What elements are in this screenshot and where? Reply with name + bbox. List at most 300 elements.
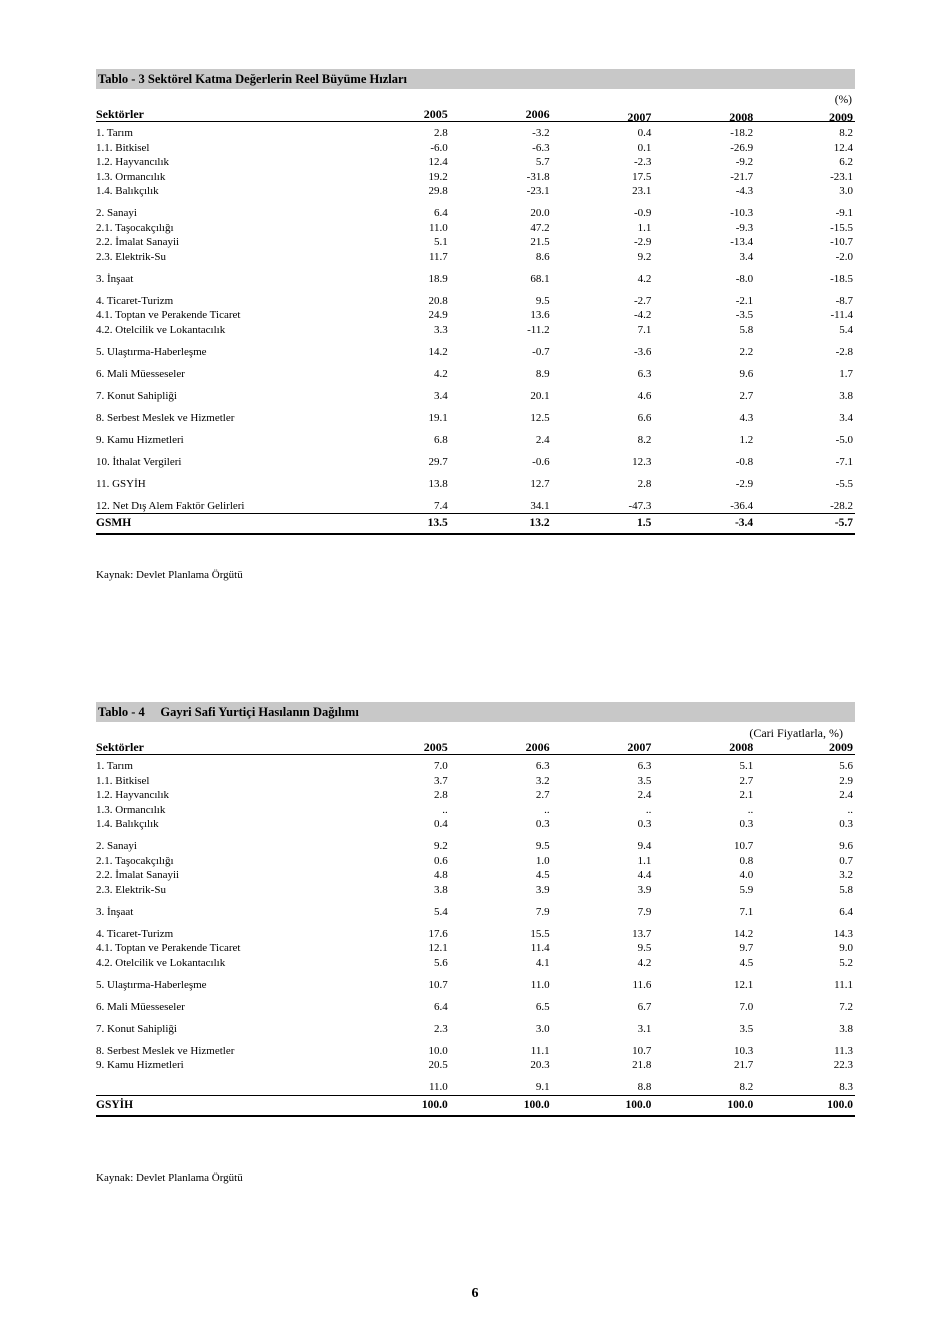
row-label: 5. Ulaştırma-Haberleşme xyxy=(96,978,207,991)
row-label: 1. Tarım xyxy=(96,760,133,772)
row-cell: 3.8 xyxy=(839,389,853,402)
row-label: 11. GSYİH xyxy=(96,477,146,490)
table-row xyxy=(96,499,855,514)
row-cell: 11.6 xyxy=(632,978,652,991)
table-row xyxy=(96,184,855,199)
row-label: 9. Kamu Hizmetleri xyxy=(96,1059,184,1071)
table-3 xyxy=(96,69,855,535)
table-row xyxy=(96,774,855,789)
row-cell: 2.9 xyxy=(839,774,853,787)
row-cell: 0.3 xyxy=(839,818,853,830)
row-cell: 5.8 xyxy=(739,323,754,336)
row-cell: 9.7 xyxy=(739,942,754,954)
row-cell: 3.0 xyxy=(535,1022,550,1035)
table-row xyxy=(96,141,855,156)
row-cell: 3.5 xyxy=(637,774,652,787)
row-cell: 0.4 xyxy=(434,818,448,830)
table-row xyxy=(96,788,855,803)
row-cell: 21.7 xyxy=(733,1059,754,1071)
row-cell: 5.4 xyxy=(839,323,853,336)
row-cell: 17.6 xyxy=(428,927,448,940)
row-cell: -15.5 xyxy=(830,221,853,234)
row-cell: -18.5 xyxy=(830,272,853,285)
row-cell: 8.8 xyxy=(637,1081,652,1093)
row-cell: 24.9 xyxy=(428,309,448,321)
row-cell: 3.4 xyxy=(739,250,754,263)
table-3-header-2006: 2006 xyxy=(525,107,550,121)
page-number: 6 xyxy=(471,1286,479,1301)
row-cell: 3.2 xyxy=(535,774,550,787)
row-cell: 18.9 xyxy=(428,272,448,285)
row-cell: 4.2 xyxy=(637,956,652,969)
row-cell: 0.3 xyxy=(637,818,652,830)
row-cell: 2.4 xyxy=(839,789,853,801)
row-cell: -8.7 xyxy=(835,294,853,307)
row-cell: 7.1 xyxy=(637,323,652,336)
row-cell: -3.6 xyxy=(633,345,652,358)
table-4-total-row xyxy=(96,1096,855,1117)
table-row xyxy=(96,477,855,492)
row-cell: 3.3 xyxy=(434,323,448,336)
row-cell: 6.4 xyxy=(839,905,853,918)
table-4-header-2009: 2009 xyxy=(828,740,853,754)
table-row xyxy=(96,1000,855,1015)
row-cell: 7.1 xyxy=(739,905,754,918)
table-row xyxy=(96,367,855,382)
row-label: 9. Kamu Hizmetleri xyxy=(96,433,184,446)
row-cell: 0.1 xyxy=(637,141,652,154)
row-label: 2.1. Taşocakçılığı xyxy=(96,221,174,234)
row-cell: .. xyxy=(645,803,652,816)
row-cell: -4.3 xyxy=(735,185,754,197)
row-cell: 11.0 xyxy=(428,221,448,234)
row-cell: -21.7 xyxy=(730,170,754,183)
row-cell: 4.6 xyxy=(637,389,652,402)
table-3-total-cell: 1.5 xyxy=(637,517,652,529)
row-label: 4. Ticaret-Turizm xyxy=(96,927,174,940)
row-cell: 0.6 xyxy=(434,854,448,867)
table-3-total-cell: 13.2 xyxy=(529,517,550,529)
table-row xyxy=(96,941,855,956)
row-cell: 7.0 xyxy=(739,1000,754,1013)
row-cell: -2.9 xyxy=(633,236,652,248)
row-label: 2.3. Elektrik-Su xyxy=(96,250,166,263)
row-cell: 3.7 xyxy=(434,774,448,787)
row-cell: 13.8 xyxy=(428,477,448,490)
table-row xyxy=(96,1044,855,1059)
table-row xyxy=(96,905,855,920)
row-cell: 3.1 xyxy=(637,1022,652,1035)
table-row xyxy=(96,1080,855,1095)
row-cell: 20.1 xyxy=(530,389,550,402)
row-cell: 9.1 xyxy=(535,1081,550,1093)
row-cell: 9.6 xyxy=(839,840,853,852)
row-cell: 11.1 xyxy=(530,1044,550,1057)
row-label: 10. İthalat Vergileri xyxy=(96,455,182,468)
table-4-total-label: GSYİH xyxy=(96,1098,134,1111)
row-cell: 3.5 xyxy=(739,1022,754,1035)
table-3-header-2007: 2007 xyxy=(627,110,652,124)
table-row xyxy=(96,1058,855,1073)
row-cell: 29.8 xyxy=(428,185,448,197)
row-cell: 2.7 xyxy=(739,774,754,787)
row-label: 1.1. Bitkisel xyxy=(96,141,150,154)
row-cell: 12.1 xyxy=(428,942,448,954)
row-cell: 12.1 xyxy=(733,978,754,991)
table-4-title: Tablo - 4 Gayri Safi Yurtiçi Hasılanın Dağılımı xyxy=(96,702,855,722)
row-label: 4. Ticaret-Turizm xyxy=(96,294,174,307)
row-cell: 3.9 xyxy=(637,883,652,896)
row-cell: 5.1 xyxy=(739,760,754,772)
row-cell: .. xyxy=(544,803,550,816)
row-cell: 5.1 xyxy=(434,236,448,248)
row-cell: -5.5 xyxy=(835,477,853,490)
table-3-source: Kaynak: Devlet Planlama Örgütü xyxy=(96,569,243,581)
row-label: 2.2. İmalat Sanayii xyxy=(96,869,180,881)
row-cell: 13.7 xyxy=(632,927,652,940)
row-cell: 11.4 xyxy=(530,942,550,954)
row-cell: 4.1 xyxy=(535,956,550,969)
row-cell: 1.1 xyxy=(637,221,652,234)
table-3-header-2009: 2009 xyxy=(828,110,853,124)
row-cell: 5.2 xyxy=(839,956,853,969)
row-cell: -23.1 xyxy=(830,170,853,183)
row-cell: 4.5 xyxy=(535,869,550,881)
row-cell: 12.4 xyxy=(428,156,448,168)
table-row xyxy=(96,455,855,470)
row-label: 4.2. Otelcilik ve Lokantacılık xyxy=(96,323,226,336)
row-cell: 9.5 xyxy=(637,942,652,954)
row-cell: 3.4 xyxy=(839,411,853,424)
row-cell: 68.1 xyxy=(530,272,550,285)
row-cell: 2.7 xyxy=(535,789,550,801)
row-label: 4.2. Otelcilik ve Lokantacılık xyxy=(96,956,226,969)
row-cell: -2.0 xyxy=(835,250,853,263)
table-row xyxy=(96,956,855,971)
row-label: 2.2. İmalat Sanayii xyxy=(96,236,180,248)
row-cell: 22.3 xyxy=(833,1059,853,1071)
row-cell: 8.2 xyxy=(839,127,853,139)
row-label: 2. Sanayi xyxy=(96,207,137,219)
row-cell: 8.2 xyxy=(637,433,652,446)
row-cell: 0.3 xyxy=(535,818,550,830)
table-row xyxy=(96,345,855,360)
table-row xyxy=(96,206,855,221)
row-cell: -9.1 xyxy=(835,207,853,219)
row-cell: 14.2 xyxy=(733,927,754,940)
row-cell: -2.1 xyxy=(735,294,754,307)
table-4-body xyxy=(96,759,855,1096)
row-cell: 0.7 xyxy=(839,854,853,867)
table-4-source: Kaynak: Devlet Planlama Örgütü xyxy=(96,1172,243,1184)
table-row xyxy=(96,170,855,185)
row-cell: 7.4 xyxy=(434,499,448,512)
row-cell: -23.1 xyxy=(526,185,550,197)
table-4-header-2008: 2008 xyxy=(729,740,754,754)
row-cell: 5.7 xyxy=(535,156,550,168)
row-label: 3. İnşaat xyxy=(96,272,134,285)
table-4-header-2005: 2005 xyxy=(423,740,448,754)
row-cell: 11.0 xyxy=(530,978,550,991)
row-cell: 7.0 xyxy=(434,760,448,772)
row-cell: 6.4 xyxy=(434,207,448,219)
row-cell: -2.9 xyxy=(735,477,754,490)
row-cell: 6.7 xyxy=(637,1000,652,1013)
row-cell: -11.2 xyxy=(527,323,550,336)
row-cell: 4.8 xyxy=(434,869,448,881)
row-cell: 9.4 xyxy=(637,840,652,852)
table-4-header-2007: 2007 xyxy=(627,740,652,754)
row-cell: -0.6 xyxy=(532,455,550,468)
row-cell: 4.4 xyxy=(637,869,652,881)
row-cell: -36.4 xyxy=(730,499,754,512)
row-cell: -2.3 xyxy=(633,156,652,168)
row-cell: -0.9 xyxy=(633,207,652,219)
row-cell: 1.7 xyxy=(839,367,853,380)
table-3-total-row xyxy=(96,514,855,535)
row-label: 3. İnşaat xyxy=(96,905,134,918)
row-label: 6. Mali Müesseseler xyxy=(96,367,185,380)
row-cell: 12.5 xyxy=(530,411,550,424)
row-cell: -9.2 xyxy=(735,156,754,168)
row-cell: -3.5 xyxy=(735,309,754,321)
row-cell: 19.2 xyxy=(428,170,448,183)
table-row xyxy=(96,839,855,854)
row-cell: 8.3 xyxy=(839,1081,853,1093)
row-cell: 2.2 xyxy=(739,345,754,358)
row-cell: 3.8 xyxy=(839,1022,853,1035)
row-label: 8. Serbest Meslek ve Hizmetler xyxy=(96,1044,235,1057)
row-cell: .. xyxy=(847,803,853,816)
row-label: 2.3. Elektrik-Su xyxy=(96,883,166,896)
table-4-total-cell: 100.0 xyxy=(421,1098,448,1111)
row-cell: 2.1 xyxy=(739,789,754,801)
row-cell: 20.8 xyxy=(428,294,448,307)
row-cell: 9.0 xyxy=(839,942,853,954)
row-cell: 11.7 xyxy=(428,250,448,263)
row-cell: 6.3 xyxy=(637,367,652,380)
row-cell: 7.9 xyxy=(535,905,550,918)
row-cell: 11.1 xyxy=(834,978,853,991)
row-cell: 10.3 xyxy=(733,1044,754,1057)
row-cell: 3.0 xyxy=(839,185,853,197)
row-cell: 4.2 xyxy=(637,272,652,285)
table-row xyxy=(96,294,855,309)
row-cell: 3.8 xyxy=(434,883,448,896)
row-label xyxy=(96,1080,346,1095)
row-label: 8. Serbest Meslek ve Hizmetler xyxy=(96,411,235,424)
row-cell: 2.7 xyxy=(739,389,754,402)
row-cell: .. xyxy=(442,803,448,816)
table-4 xyxy=(96,702,855,1117)
table-3-header-2008: 2008 xyxy=(729,110,754,124)
row-cell: 6.8 xyxy=(434,433,448,446)
row-cell: 5.9 xyxy=(739,883,754,896)
row-cell: -3.2 xyxy=(532,127,550,139)
row-cell: 5.6 xyxy=(434,956,448,969)
row-cell: 21.5 xyxy=(530,236,550,248)
row-cell: 13.6 xyxy=(530,309,550,321)
table-row xyxy=(96,272,855,287)
table-row xyxy=(96,854,855,869)
row-cell: 5.8 xyxy=(839,883,853,896)
row-cell: 3.4 xyxy=(434,389,448,402)
table-row xyxy=(96,883,855,898)
row-label: 1.1. Bitkisel xyxy=(96,774,150,787)
row-cell: 9.5 xyxy=(535,840,550,852)
row-cell: 1.1 xyxy=(637,854,652,867)
row-label: 2.1. Taşocakçılığı xyxy=(96,854,174,867)
table-3-header-label: Sektörler xyxy=(96,107,144,121)
row-cell: 19.1 xyxy=(428,411,448,424)
row-cell: -4.2 xyxy=(633,309,652,321)
row-cell: -47.3 xyxy=(628,499,652,512)
row-cell: -6.3 xyxy=(532,141,550,154)
table-row xyxy=(96,817,855,832)
row-cell: 11.0 xyxy=(428,1081,448,1093)
row-cell: 6.6 xyxy=(637,411,652,424)
row-cell: -18.2 xyxy=(730,127,754,139)
row-cell: 9.5 xyxy=(535,294,550,307)
row-cell: 10.0 xyxy=(428,1044,448,1057)
row-cell: 14.2 xyxy=(428,345,448,358)
row-label: 1.2. Hayvancılık xyxy=(96,156,170,168)
row-label: 4.1. Toptan ve Perakende Ticaret xyxy=(96,309,241,321)
row-cell: -2.8 xyxy=(835,345,853,358)
row-cell: 34.1 xyxy=(530,499,550,512)
row-cell: 2.3 xyxy=(434,1022,448,1035)
row-cell: 7.2 xyxy=(839,1000,853,1013)
row-cell: 6.4 xyxy=(434,1000,448,1013)
row-cell: 10.7 xyxy=(428,978,448,991)
row-cell: 21.8 xyxy=(632,1059,652,1071)
table-row xyxy=(96,126,855,141)
row-cell: 15.5 xyxy=(530,927,550,940)
row-label: 1.4. Balıkçılık xyxy=(96,185,159,197)
row-cell: 12.7 xyxy=(530,477,550,490)
row-cell: 20.3 xyxy=(530,1059,550,1071)
row-cell: 14.3 xyxy=(833,927,853,940)
table-4-total-cell: 100.0 xyxy=(727,1098,754,1111)
row-label: 2. Sanayi xyxy=(96,840,137,852)
table-3-title: Tablo - 3 Sektörel Katma Değerlerin Reel Büyüme Hızları xyxy=(96,69,855,89)
row-cell: 4.0 xyxy=(739,869,754,881)
row-cell: 6.3 xyxy=(637,760,652,772)
row-cell: 6.2 xyxy=(839,156,853,168)
row-cell: 8.6 xyxy=(535,250,550,263)
row-cell: -11.4 xyxy=(830,309,853,321)
table-row xyxy=(96,155,855,170)
row-cell: -0.8 xyxy=(735,455,754,468)
table-3-total-cell: -3.4 xyxy=(734,517,754,529)
table-3-total-label: GSMH xyxy=(96,517,132,529)
row-label: 7. Konut Sahipliği xyxy=(96,389,177,402)
row-cell: -5.0 xyxy=(835,433,853,446)
row-cell: 0.8 xyxy=(739,854,754,867)
row-cell: 12.4 xyxy=(833,141,853,154)
row-cell: 4.5 xyxy=(739,956,754,969)
row-cell: -10.3 xyxy=(730,207,754,219)
table-row xyxy=(96,927,855,942)
row-cell: -28.2 xyxy=(830,499,853,512)
table-row xyxy=(96,978,855,993)
row-cell: 20.0 xyxy=(530,207,550,219)
row-label: 1.3. Ormancılık xyxy=(96,170,166,183)
row-cell: 29.7 xyxy=(428,455,448,468)
row-cell: 6.5 xyxy=(535,1000,550,1013)
table-row xyxy=(96,803,855,818)
row-cell: -31.8 xyxy=(526,170,550,183)
table-row xyxy=(96,1022,855,1037)
row-cell: 3.2 xyxy=(839,869,853,881)
row-cell: 2.8 xyxy=(434,127,448,139)
row-cell: 1.2 xyxy=(739,433,754,446)
row-cell: 4.2 xyxy=(434,367,448,380)
table-4-header-label: Sektörler xyxy=(96,740,144,754)
row-cell: -13.4 xyxy=(730,236,754,248)
row-cell: 6.3 xyxy=(535,760,550,772)
table-row xyxy=(96,323,855,338)
row-label: 6. Mali Müesseseler xyxy=(96,1000,185,1013)
row-cell: 7.9 xyxy=(637,905,652,918)
table-4-total-cell: 100.0 xyxy=(625,1098,652,1111)
row-cell: 5.4 xyxy=(434,905,448,918)
row-label: 12. Net Dış Alem Faktör Gelirleri xyxy=(96,499,245,512)
row-label: 1.4. Balıkçılık xyxy=(96,818,159,830)
table-row xyxy=(96,759,855,774)
row-cell: 9.2 xyxy=(637,250,652,263)
row-cell: 2.8 xyxy=(434,789,448,801)
row-cell: 20.5 xyxy=(428,1059,448,1071)
table-4-total-cell: 100.0 xyxy=(523,1098,550,1111)
row-cell: 11.3 xyxy=(834,1044,853,1057)
row-cell: 10.7 xyxy=(632,1044,652,1057)
row-label: 5. Ulaştırma-Haberleşme xyxy=(96,345,207,358)
table-row xyxy=(96,221,855,236)
row-cell: 10.7 xyxy=(733,840,754,852)
row-cell: -7.1 xyxy=(835,455,853,468)
row-cell: 17.5 xyxy=(632,170,652,183)
row-label: 1.3. Ormancılık xyxy=(96,803,166,816)
row-cell: 12.3 xyxy=(632,455,652,468)
table-row xyxy=(96,868,855,883)
row-cell: -0.7 xyxy=(532,345,550,358)
table-row xyxy=(96,235,855,250)
table-row xyxy=(96,389,855,404)
row-cell: 3.9 xyxy=(535,883,550,896)
table-4-unit: (Cari Fiyatlarla, %) xyxy=(749,726,843,740)
table-3-header xyxy=(96,107,855,122)
row-cell: -10.7 xyxy=(830,236,853,248)
table-3-body xyxy=(96,126,855,514)
row-cell: 8.9 xyxy=(535,367,550,380)
row-cell: 0.4 xyxy=(637,127,652,139)
row-cell: -2.7 xyxy=(633,294,652,307)
table-row xyxy=(96,250,855,265)
table-4-header-2006: 2006 xyxy=(525,740,550,754)
row-cell: -9.3 xyxy=(735,221,754,234)
row-label: 1. Tarım xyxy=(96,127,133,139)
row-cell: 23.1 xyxy=(632,185,652,197)
row-cell: 9.2 xyxy=(434,840,448,852)
table-row xyxy=(96,433,855,448)
row-label: 1.2. Hayvancılık xyxy=(96,789,170,801)
table-row xyxy=(96,411,855,426)
row-cell: 0.3 xyxy=(739,818,754,830)
row-label: 7. Konut Sahipliği xyxy=(96,1022,177,1035)
row-cell: 2.4 xyxy=(637,789,652,801)
table-3-header-2005: 2005 xyxy=(423,107,448,121)
